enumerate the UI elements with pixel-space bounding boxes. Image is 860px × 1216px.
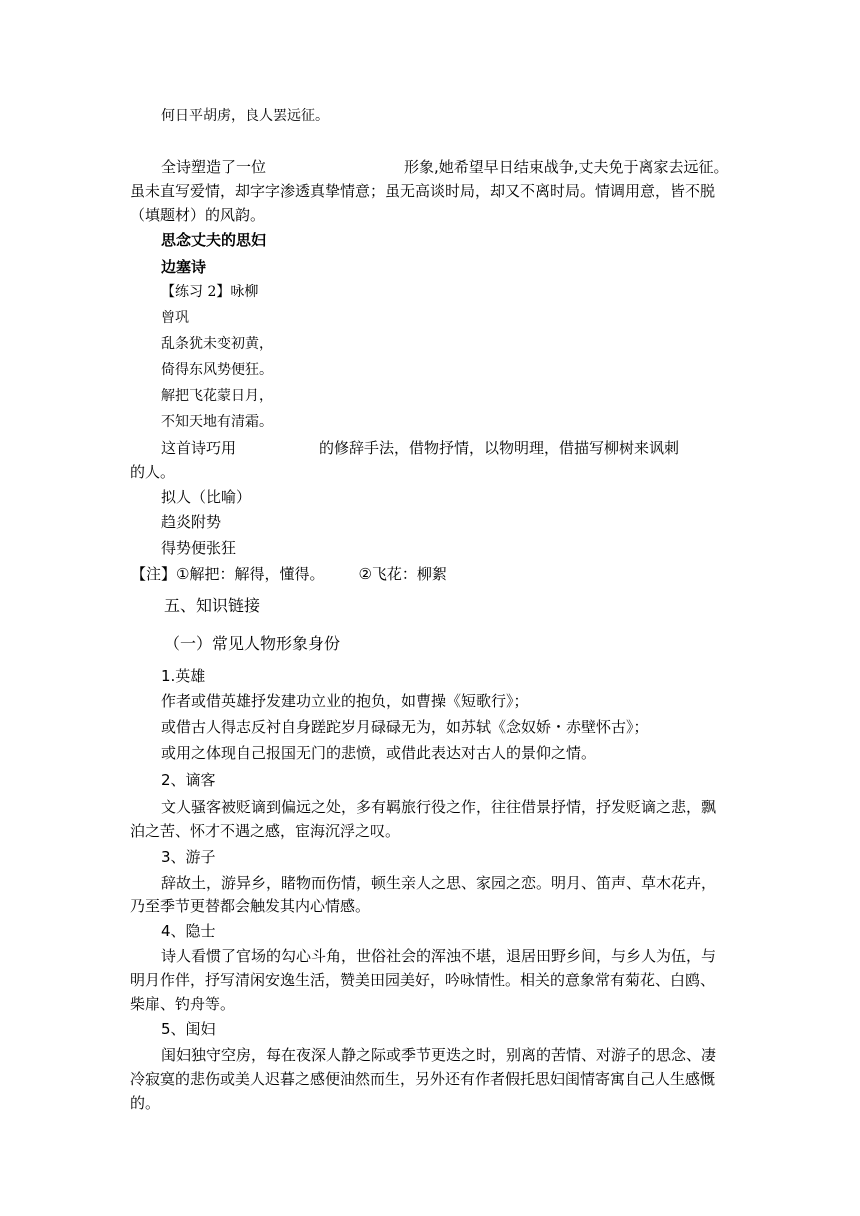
question-2-answer-3: 得势便张狂 <box>161 539 237 557</box>
note-line <box>131 564 447 584</box>
question-1-line-1 <box>161 157 729 177</box>
note-1: 【注】①解把：解得，懂得。 <box>131 565 325 583</box>
subsection-heading: （一）常见人物形象身份 <box>164 634 341 653</box>
item-line: 文人骚客被贬谪到偏远之处，多有羁旅行役之作，往往借景抒情，抒发贬谪之悲，飘 <box>161 798 717 816</box>
item-title: 2、谪客 <box>161 771 216 789</box>
question-2-text-a: 这首诗巧用 <box>161 439 237 457</box>
section-heading: 五、知识链接 <box>164 596 261 615</box>
question-1-answer-1: 思念丈夫的思妇 <box>161 231 267 249</box>
item-line: 冷寂寞的悲伤或美人迟暮之感便油然而生，另外还有作者假托思妇闺情寄寓自己人生感慨 <box>130 1070 716 1088</box>
item-title: 1.英雄 <box>161 667 206 685</box>
poem-line: 解把飞花蒙日月， <box>161 388 273 404</box>
practice-2-title: 【练习 2】咏柳 <box>161 284 259 300</box>
poem-line: 不知天地有清霜。 <box>161 414 273 430</box>
item-line: 柴扉、钓舟等。 <box>130 995 236 1013</box>
question-1-text-b: 形象,她希望早日结束战争,丈夫免于离家去远征。 <box>404 158 729 176</box>
question-1-text-a: 全诗塑造了一位 <box>161 158 267 176</box>
note-2: ②飞花：柳絮 <box>358 565 447 583</box>
question-2-text-b: 的修辞手法，借物抒情，以物明理，借描写柳树来讽刺 <box>319 439 680 457</box>
item-title: 5、闺妇 <box>161 1020 216 1038</box>
question-2-line-1 <box>161 438 679 458</box>
item-line: 或借古人得志反衬自身蹉跎岁月碌碌无为，如苏轼《念奴娇・赤壁怀古》； <box>161 718 649 736</box>
question-2-answer-1: 拟人（比喻） <box>161 488 252 506</box>
item-line: 闺妇独守空房，每在夜深人静之际或季节更迭之时，别离的苦情、对游子的思念、凄 <box>161 1046 717 1064</box>
item-title: 3、游子 <box>161 848 216 866</box>
poem-last-line: 何日平胡虏，良人罢远征。 <box>161 108 329 124</box>
item-line: 或用之体现自己报国无门的悲愤，或借此表达对古人的景仰之情。 <box>161 744 597 762</box>
item-line: 诗人看惯了官场的勾心斗角，世俗社会的浑浊不堪，退居田野乡间，与乡人为伍，与 <box>161 947 717 965</box>
question-1-line-3: （填题材）的风韵。 <box>130 206 266 224</box>
practice-2-author: 曾巩 <box>161 310 189 326</box>
poem-line: 乱条犹未变初黄， <box>161 336 273 352</box>
item-line: 明月作伴，抒写清闲安逸生活，赞美田园美好，吟咏情性。相关的意象常有菊花、白鸥、 <box>130 971 716 989</box>
item-title: 4、隐士 <box>161 922 216 940</box>
item-line: 泊之苦、怀才不遇之感，宦海沉浮之叹。 <box>130 822 401 840</box>
item-line: 作者或借英雄抒发建功立业的抱负，如曹操《短歌行》； <box>161 692 529 710</box>
question-2-line-2: 的人。 <box>130 463 176 481</box>
item-line: 的。 <box>130 1094 161 1112</box>
question-2-answer-2: 趋炎附势 <box>161 513 222 531</box>
poem-line: 倚得东风势便狂。 <box>161 362 273 378</box>
item-line: 乃至季节更替都会触发其内心情感。 <box>130 897 371 915</box>
item-line: 辞故土，游异乡，睹物而伤情，顿生亲人之思、家园之恋。明月、笛声、草木花卉， <box>161 874 717 892</box>
question-1-answer-2: 边塞诗 <box>161 258 207 276</box>
question-1-line-2: 虽未直写爱情，却字字渗透真挚情意；虽无高谈时局，却又不离时局。情调用意，皆不脱 <box>130 182 716 200</box>
